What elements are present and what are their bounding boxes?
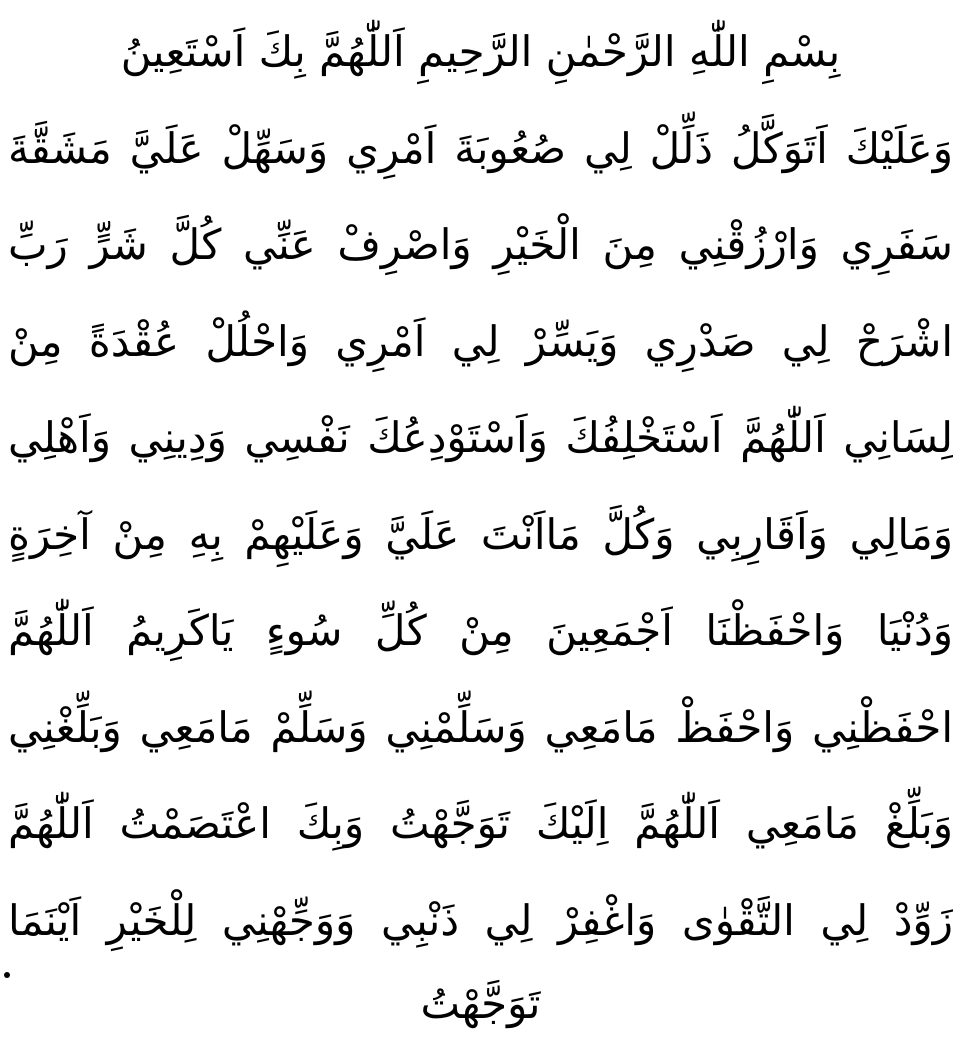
prayer-line-9: وَبَلِّغْ مَامَعِي اَللّٰهُمَّ اِلَيْكَ تَوَجَّهْتُ وَبِكَ اعْتَصَمْتُ اَللّٰهُمَّ <box>8 799 953 848</box>
prayer-line-2: وَعَلَيْكَ اَتَوَكَّلُ ذَلِّلْ لِي صُعُوبَةَ اَمْرِي وَسَهِّلْ عَلَيَّ مَشَقَّةَ <box>8 123 953 173</box>
prayer-line-11: تَوَجَّهْتُ <box>420 979 541 1028</box>
end-dot-mark <box>4 972 10 978</box>
prayer-line-3: سَفَرِي وَارْزُقْنِي مِنَ الْخَيْرِ وَاصْرِفْ عَنِّي كُلَّ شَرٍّ رَبِّ <box>8 220 953 269</box>
prayer-text <box>8 4 953 1039</box>
prayer-line-1: بِسْمِ اللّٰهِ الرَّحْمٰنِ الرَّحِيمِ اَللّٰهُمَّ بِكَ اَسْتَعِينُ <box>120 27 841 76</box>
prayer-line-6: وَمَالِي وَاَقَارِبِي وَكُلَّ مَااَنْتَ عَلَيَّ وَعَلَيْهِمْ بِهِ مِنْ آخِرَةٍ <box>8 509 953 559</box>
prayer-line-5: لِسَانِي اَللّٰهُمَّ اَسْتَخْلِفُكَ وَاَسْتَوْدِعُكَ نَفْسِي وَدِينِي وَاَهْلِي <box>8 413 953 462</box>
prayer-line-10: زَوِّدْ لِي التَّقْوٰى وَاغْفِرْ لِي ذَنْبِي وَوَجِّهْنِي لِلْخَيْرِ اَيْنَمَا <box>8 895 953 945</box>
prayer-line-8: احْفَظْنِي وَاحْفَظْ مَامَعِي وَسَلِّمْنِي وَسَلِّمْ مَامَعِي وَبَلِّغْنِي <box>8 702 953 752</box>
prayer-line-7: وَدُنْيَا وَاحْفَظْنَا اَجْمَعِينَ مِنْ كُلِّ سُوءٍ يَاكَرِيمُ اَللّٰهُمَّ <box>8 606 953 655</box>
prayer-line-4: اشْرَحْ لِي صَدْرِي وَيَسِّرْ لِي اَمْرِي وَاحْلُلْ عُقْدَةً مِنْ <box>8 316 953 366</box>
